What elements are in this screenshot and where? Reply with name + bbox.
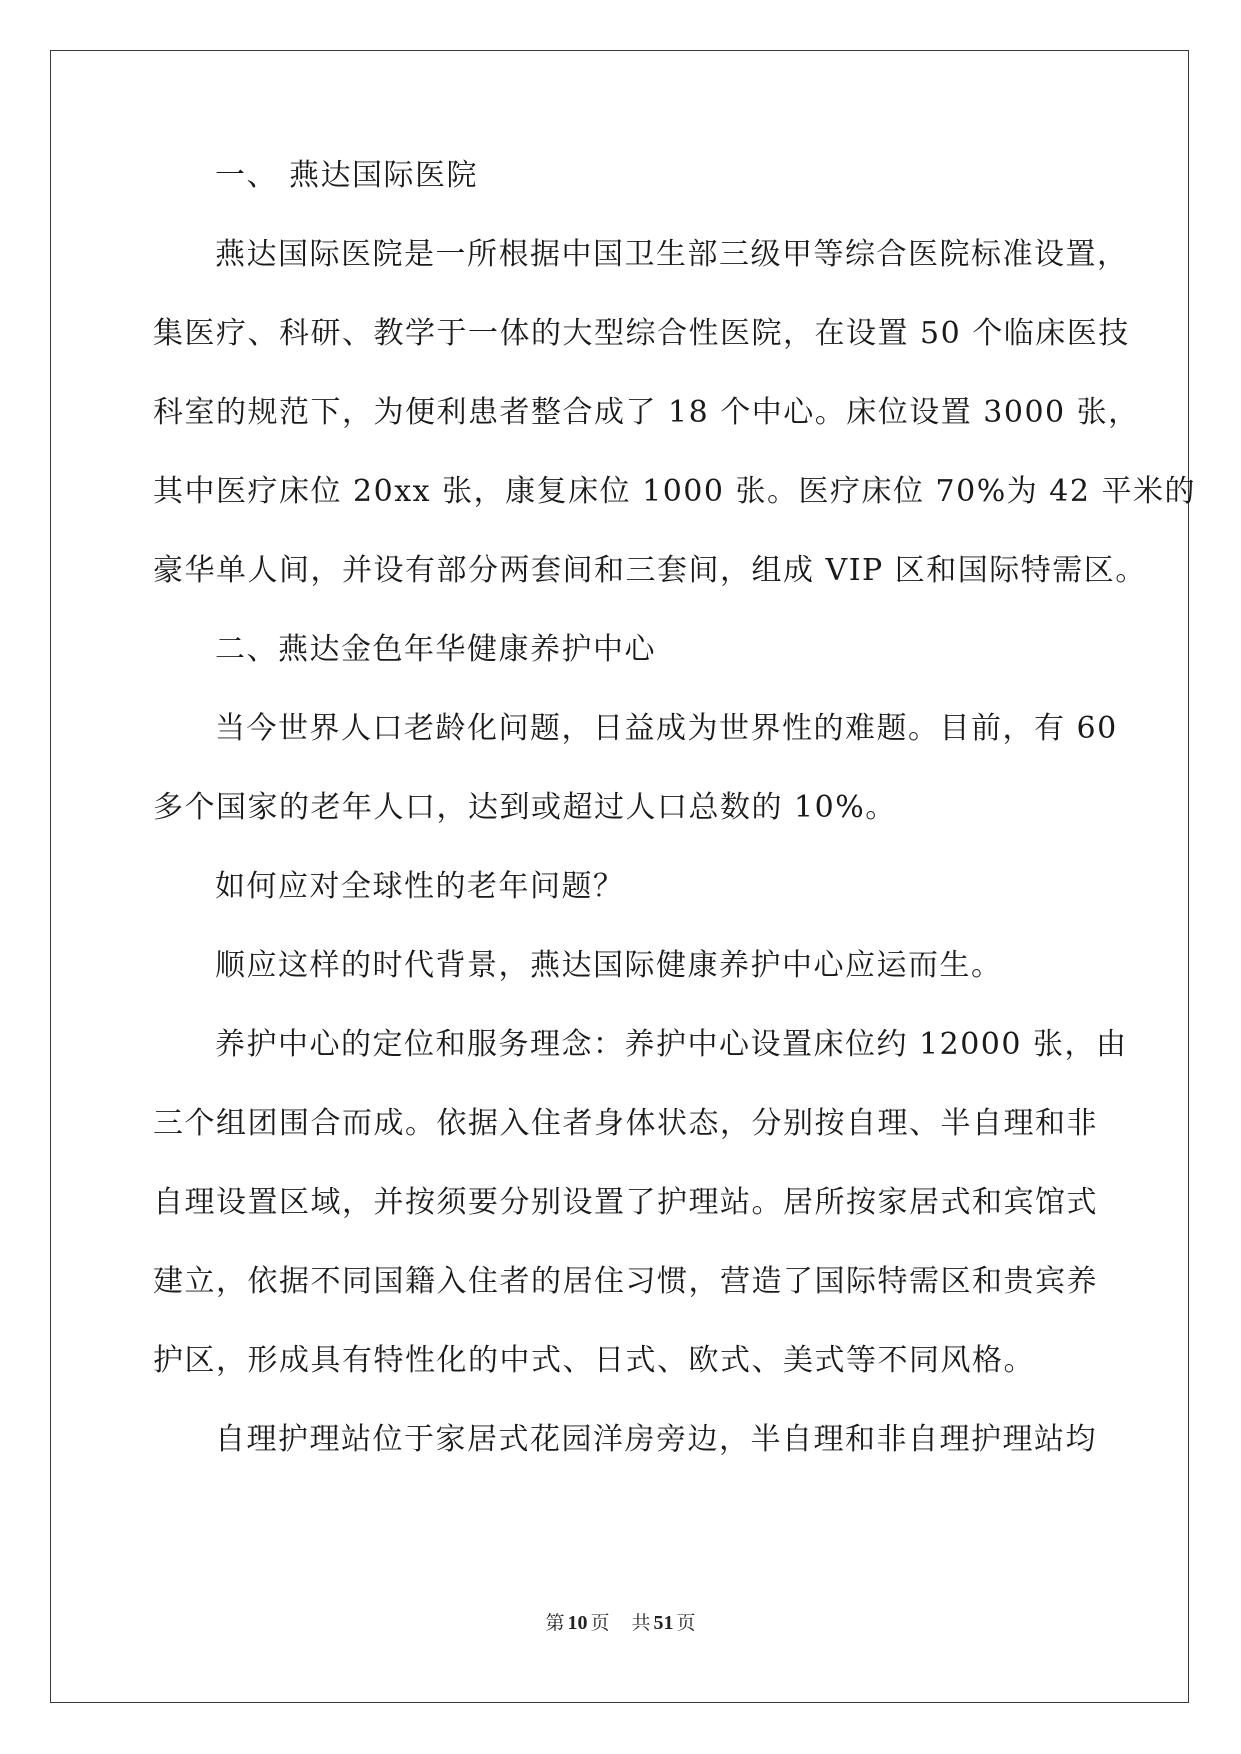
paragraph: [153, 711, 1118, 825]
total-suffix: 页: [676, 1612, 696, 1634]
total-prefix: 共: [631, 1612, 651, 1634]
page-prefix: 第: [545, 1612, 565, 1634]
paragraph-line: 燕达国际医院是一所根据中国卫生部三级甲等综合医院标准设置，: [215, 237, 1129, 272]
paragraph-line: 多个国家的老年人口，达到或超过人口总数的 10%。: [153, 790, 897, 825]
paragraph-line: 科室的规范下，为便利患者整合成了 18 个中心。床位设置 3000 张，: [153, 395, 1140, 430]
paragraph-line: 顺应这样的时代背景，燕达国际健康养护中心应运而生。: [215, 948, 1003, 983]
paragraph-line: 豪华单人间，并设有部分两套间和三套间，组成 VIP 区和国际特需区。: [153, 553, 1147, 588]
paragraph-line: 当今世界人口老龄化问题，日益成为世界性的难题。目前，有 60: [215, 711, 1118, 746]
paragraph: [153, 1422, 1097, 1457]
page-footer: [0, 1608, 1241, 1635]
paragraph: [153, 1027, 1128, 1378]
document-body: [153, 158, 1196, 1503]
paragraph-line: 养护中心的定位和服务理念：养护中心设置床位约 12000 张，由: [215, 1027, 1128, 1062]
current-page-number: 10: [567, 1612, 588, 1634]
paragraph-line: 自理设置区域，并按须要分别设置了护理站。居所按家居式和宾馆式: [153, 1185, 1098, 1220]
section-heading: 二、燕达金色年华健康养护中心: [215, 632, 656, 667]
total-page-number: 51: [653, 1612, 674, 1634]
page-suffix: 页: [590, 1612, 610, 1634]
section-heading: 一、 燕达国际医院: [215, 158, 479, 193]
paragraph: [153, 237, 1196, 588]
paragraph-line: 护区，形成具有特性化的中式、日式、欧式、美式等不同风格。: [153, 1343, 1035, 1378]
paragraph: [153, 871, 1093, 903]
paragraph-line: 三个组团围合而成。依据入住者身体状态，分别按自理、半自理和非: [153, 1106, 1098, 1141]
paragraph-line: 建立，依据不同国籍入住者的居住习惯，营造了国际特需区和贵宾养: [153, 1264, 1098, 1299]
paragraph: [153, 950, 1093, 982]
paragraph-line: 其中医疗床位 20xx 张，康复床位 1000 张。医疗床位 70%为 42 平米的: [153, 474, 1196, 509]
paragraph-line: 集医疗、科研、教学于一体的大型综合性医院，在设置 50 个临床医技: [153, 316, 1130, 351]
paragraph-line: 自理护理站位于家居式花园洋房旁边，半自理和非自理护理站均: [215, 1422, 1097, 1457]
paragraph-line: 如何应对全球性的老年问题？: [215, 869, 625, 904]
